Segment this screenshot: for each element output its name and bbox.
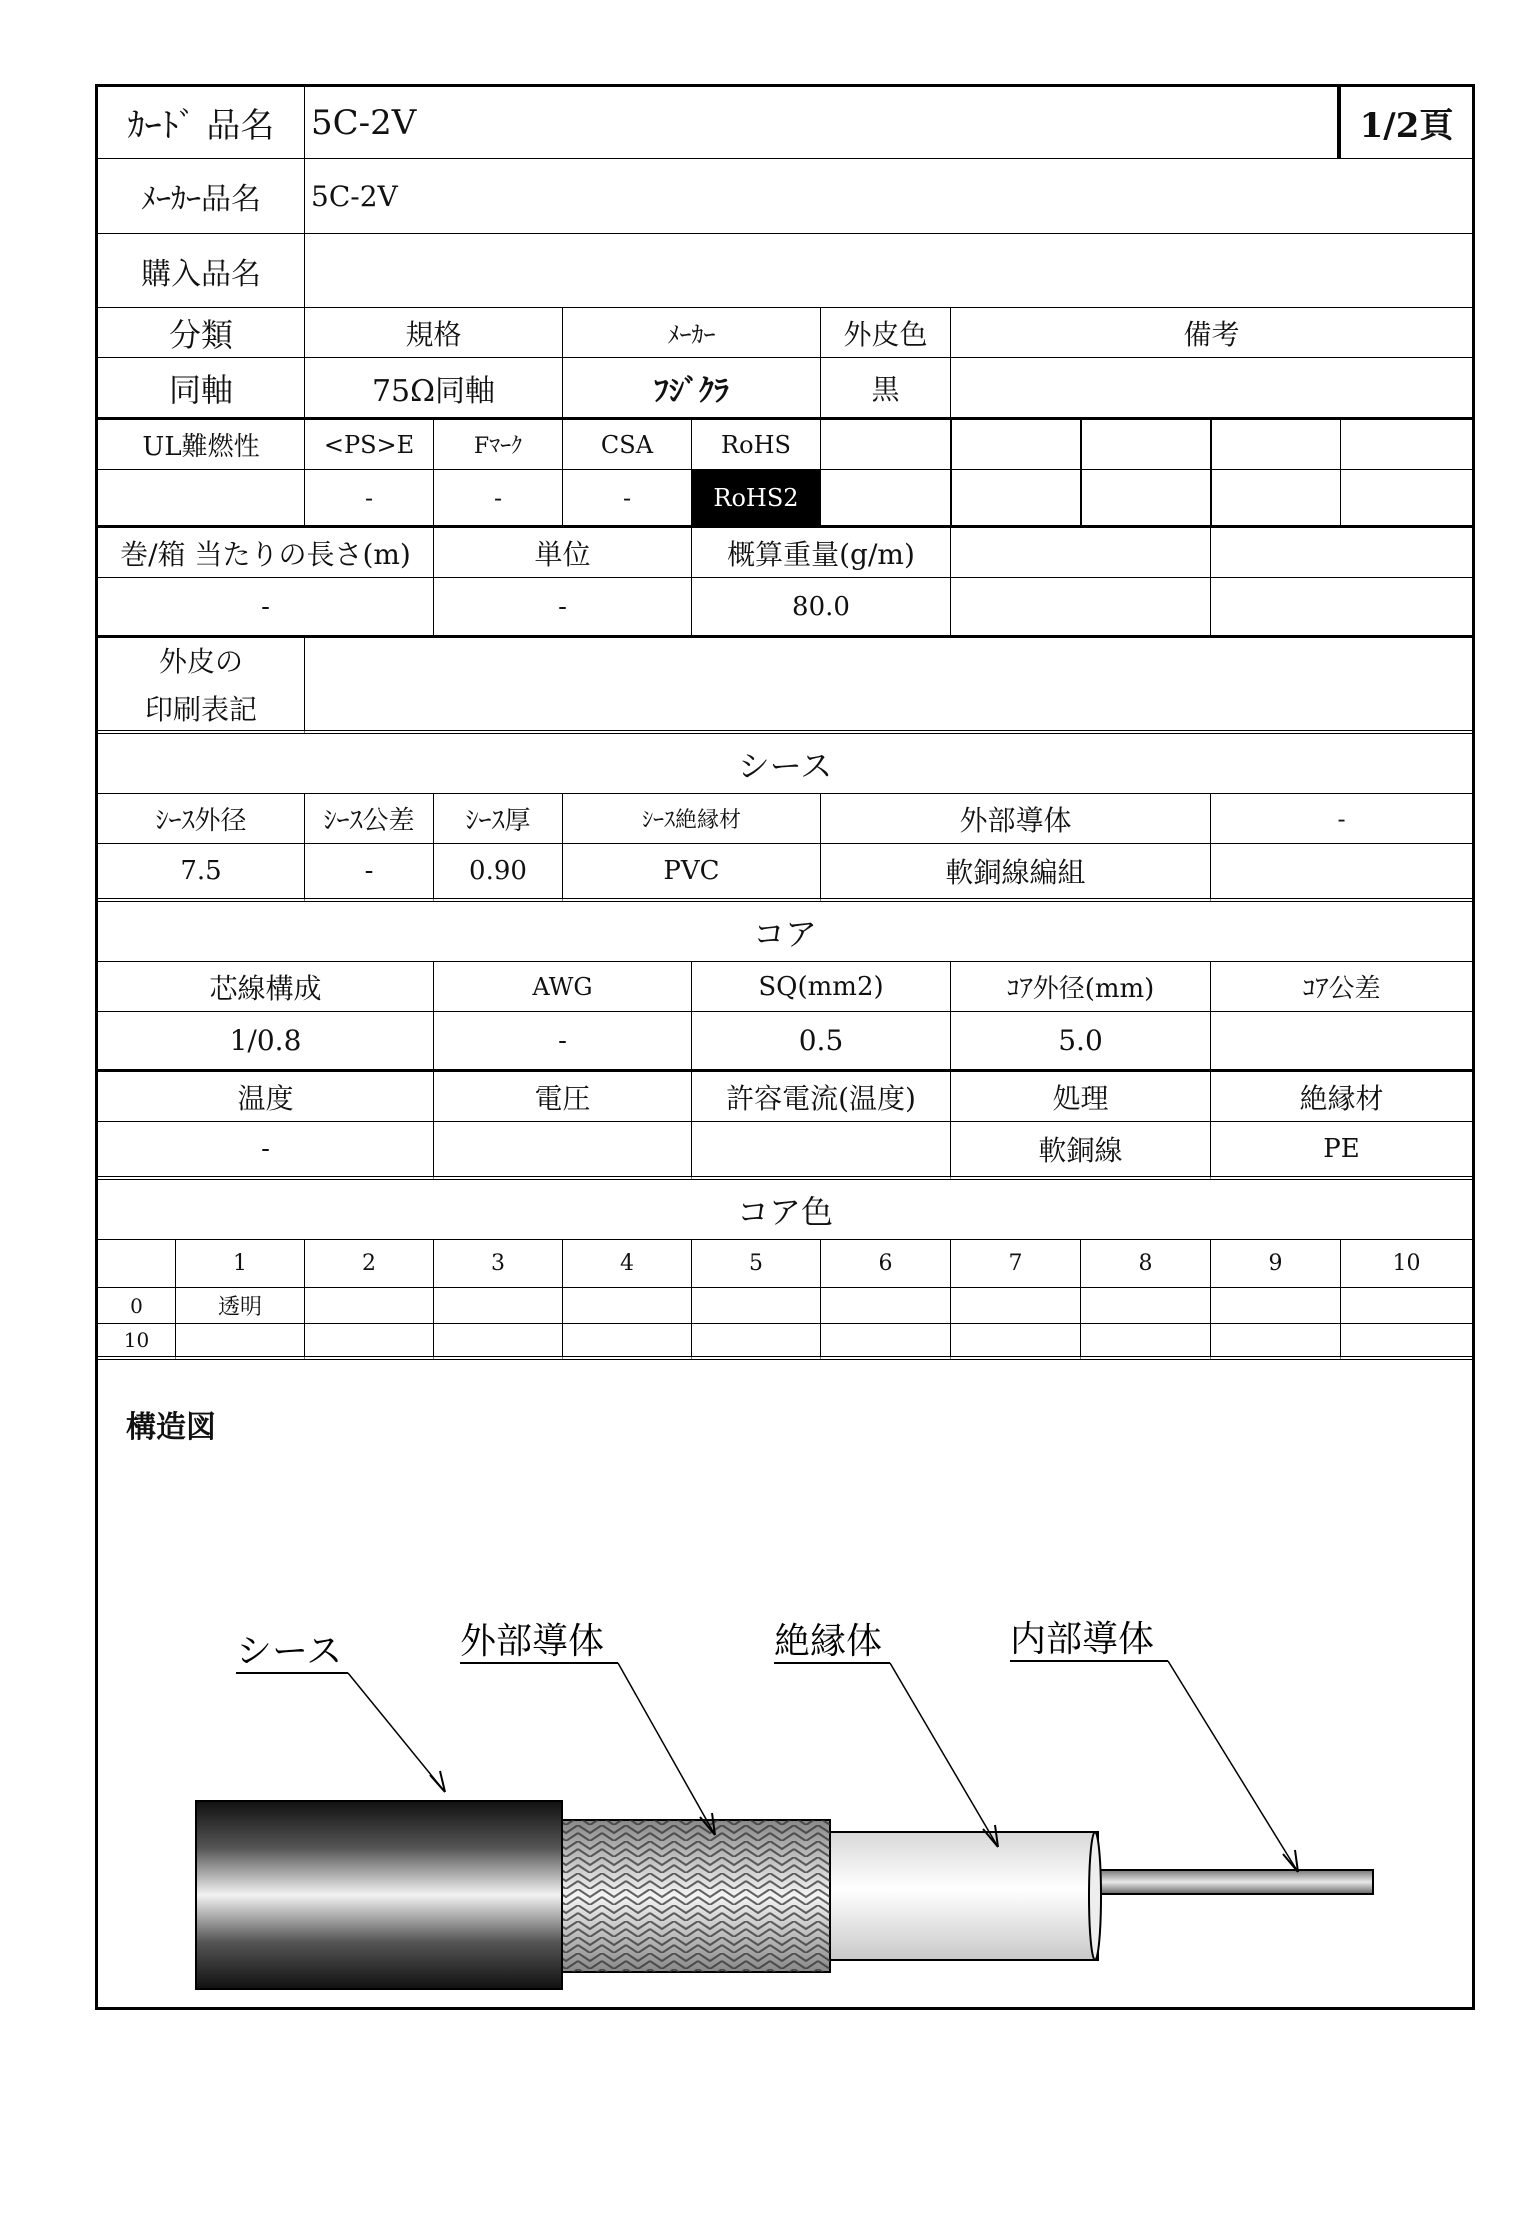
core-color-col-5: 5 <box>692 1240 821 1288</box>
std-value-rohs: RoHS2 <box>692 470 821 528</box>
label-insulator: 絶縁体 <box>774 1621 883 1662</box>
core-color-cell-1-1 <box>176 1324 305 1360</box>
pack-value-unit: - <box>434 578 692 638</box>
pack-header-unit: 単位 <box>434 528 692 578</box>
pack-value-weight: 80.0 <box>692 578 951 638</box>
sheath-header-od: ｼｰｽ外径 <box>98 794 305 844</box>
maker-name-value: 5C-2V <box>305 159 1472 234</box>
class-value-jacket-color: 黒 <box>821 358 951 420</box>
core-color-cell-0-5 <box>692 1288 821 1324</box>
std-value-blank-2 <box>951 470 1081 528</box>
core-value-composition: 1/0.8 <box>98 1012 434 1072</box>
std-header-csa: CSA <box>563 420 692 470</box>
core-color-cell-0-3 <box>434 1288 563 1324</box>
pack-value-length: - <box>98 578 434 638</box>
std-value-blank-1 <box>821 470 951 528</box>
sheath-value-od: 7.5 <box>98 844 305 902</box>
label-sheath: シース <box>236 1631 343 1672</box>
pack-value-blank-2 <box>1211 578 1472 638</box>
core-color-cell-0-9 <box>1211 1288 1341 1324</box>
core-color-cell-1-4 <box>563 1324 692 1360</box>
pack-header-blank-1 <box>951 528 1211 578</box>
core-color-cell-0-6 <box>821 1288 951 1324</box>
std-header-pse: <PS>E <box>305 420 434 470</box>
print-marking-label <box>98 638 305 734</box>
core-color-col-3: 3 <box>434 1240 563 1288</box>
core-color-cell-1-8 <box>1081 1324 1211 1360</box>
core-header-tolerance: ｺｱ公差 <box>1211 962 1472 1012</box>
std-value-blank-3 <box>1081 470 1211 528</box>
class-header-maker: ﾒｰｶｰ <box>563 308 821 358</box>
std-header-blank-4 <box>1211 420 1341 470</box>
pack-header-length: 巻/箱 当たりの長さ(m) <box>98 528 434 578</box>
std-header-ul: UL難燃性 <box>98 420 305 470</box>
core-header-sq: SQ(mm2) <box>692 962 951 1012</box>
label-inner-conductor: 内部導体 <box>1010 1619 1155 1660</box>
class-header-jacket-color: 外皮色 <box>821 308 951 358</box>
core-value-insulation: PE <box>1211 1122 1472 1180</box>
core-color-cell-0-8 <box>1081 1288 1211 1324</box>
core-header-current: 許容電流(温度) <box>692 1072 951 1122</box>
sheath-value-extra <box>1211 844 1472 902</box>
class-header-remarks: 備考 <box>951 308 1472 358</box>
core-header-od: ｺｱ外径(mm) <box>951 962 1211 1012</box>
sheath-header-thickness: ｼｰｽ厚 <box>434 794 563 844</box>
page-number: 1/2頁 <box>1338 87 1472 159</box>
coax-structure-diagram <box>98 1377 1472 1997</box>
label-outer-conductor: 外部導体 <box>460 1621 605 1662</box>
pack-value-blank-1 <box>951 578 1211 638</box>
core-value-temperature: - <box>98 1122 434 1180</box>
core-color-cell-1-9 <box>1211 1324 1341 1360</box>
core-header-treatment: 処理 <box>951 1072 1211 1122</box>
core-color-corner <box>98 1240 176 1288</box>
core-title: コア <box>98 902 1472 962</box>
print-marking-label-line2: 印刷表記 <box>144 693 257 726</box>
class-header-standard: 規格 <box>305 308 563 358</box>
core-color-cell-0-4 <box>563 1288 692 1324</box>
std-value-pse: - <box>305 470 434 528</box>
core-header-voltage: 電圧 <box>434 1072 692 1122</box>
std-header-f-mark: Fﾏｰｸ <box>434 420 563 470</box>
std-header-blank-5 <box>1341 420 1472 470</box>
card-name-value: 5C-2V <box>305 87 1338 159</box>
core-color-cell-0-10 <box>1341 1288 1472 1324</box>
sheath-header-tolerance: ｼｰｽ公差 <box>305 794 434 844</box>
sheath-header-extra: - <box>1211 794 1472 844</box>
std-value-blank-5 <box>1341 470 1472 528</box>
class-value-remarks <box>951 358 1472 420</box>
core-color-cell-1-6 <box>821 1324 951 1360</box>
sheath-value-material: PVC <box>563 844 821 902</box>
core-color-cell-1-10 <box>1341 1324 1472 1360</box>
core-color-cell-0-1: 透明 <box>176 1288 305 1324</box>
card-name-label: ｶｰﾄﾞ 品名 <box>98 87 305 159</box>
std-header-blank-3 <box>1081 420 1211 470</box>
core-color-cell-0-2 <box>305 1288 434 1324</box>
sheath-title: シース <box>98 734 1472 794</box>
core-color-col-10: 10 <box>1341 1240 1472 1288</box>
core-color-col-1: 1 <box>176 1240 305 1288</box>
spec-sheet <box>95 84 1475 2010</box>
pack-header-blank-2 <box>1211 528 1472 578</box>
core-color-col-6: 6 <box>821 1240 951 1288</box>
core-color-col-2: 2 <box>305 1240 434 1288</box>
core-color-row-label-10: 10 <box>98 1324 176 1360</box>
print-marking-label-line1: 外皮の <box>158 645 243 678</box>
print-marking-value <box>305 638 1472 734</box>
core-color-col-9: 9 <box>1211 1240 1341 1288</box>
sheath-value-outer-conductor: 軟銅線編組 <box>821 844 1211 902</box>
std-header-blank-1 <box>821 420 951 470</box>
core-color-row-label-0: 0 <box>98 1288 176 1324</box>
core-value-tolerance <box>1211 1012 1472 1072</box>
insulator-shape <box>828 1832 1098 1960</box>
purchase-name-value <box>305 234 1472 308</box>
core-header-awg: AWG <box>434 962 692 1012</box>
core-value-awg: - <box>434 1012 692 1072</box>
core-value-voltage <box>434 1122 692 1180</box>
std-value-f-mark: - <box>434 470 563 528</box>
core-value-treatment: 軟銅線 <box>951 1122 1211 1180</box>
core-color-cell-1-2 <box>305 1324 434 1360</box>
maker-name-label: ﾒｰｶｰ品名 <box>98 159 305 234</box>
sheath-value-thickness: 0.90 <box>434 844 563 902</box>
core-value-od: 5.0 <box>951 1012 1211 1072</box>
sheath-value-tolerance: - <box>305 844 434 902</box>
core-color-col-4: 4 <box>563 1240 692 1288</box>
core-color-cell-1-5 <box>692 1324 821 1360</box>
core-color-col-7: 7 <box>951 1240 1081 1288</box>
core-color-cell-1-7 <box>951 1324 1081 1360</box>
sheath-header-outer-conductor: 外部導体 <box>821 794 1211 844</box>
pack-header-weight: 概算重量(g/m) <box>692 528 951 578</box>
core-color-cell-1-3 <box>434 1324 563 1360</box>
std-value-csa: - <box>563 470 692 528</box>
class-header-category: 分類 <box>98 308 305 358</box>
std-value-blank-4 <box>1211 470 1341 528</box>
core-color-title: コア色 <box>98 1180 1472 1240</box>
core-header-insulation: 絶縁材 <box>1211 1072 1472 1122</box>
purchase-name-label: 購入品名 <box>98 234 305 308</box>
class-value-maker: ﾌｼﾞｸﾗ <box>563 358 821 420</box>
class-value-category: 同軸 <box>98 358 305 420</box>
std-header-rohs: RoHS <box>692 420 821 470</box>
core-color-col-8: 8 <box>1081 1240 1211 1288</box>
sheath-header-material: ｼｰｽ絶縁材 <box>563 794 821 844</box>
core-value-sq: 0.5 <box>692 1012 951 1072</box>
inner-conductor-shape <box>1093 1870 1373 1894</box>
structure-title: 構造図 <box>126 1410 216 1445</box>
core-header-composition: 芯線構成 <box>98 962 434 1012</box>
core-color-cell-0-7 <box>951 1288 1081 1324</box>
core-header-temperature: 温度 <box>98 1072 434 1122</box>
sheath-shape <box>196 1801 562 1989</box>
std-value-ul <box>98 470 305 528</box>
core-value-current <box>692 1122 951 1180</box>
class-value-standard: 75Ω同軸 <box>305 358 563 420</box>
std-header-blank-2 <box>951 420 1081 470</box>
